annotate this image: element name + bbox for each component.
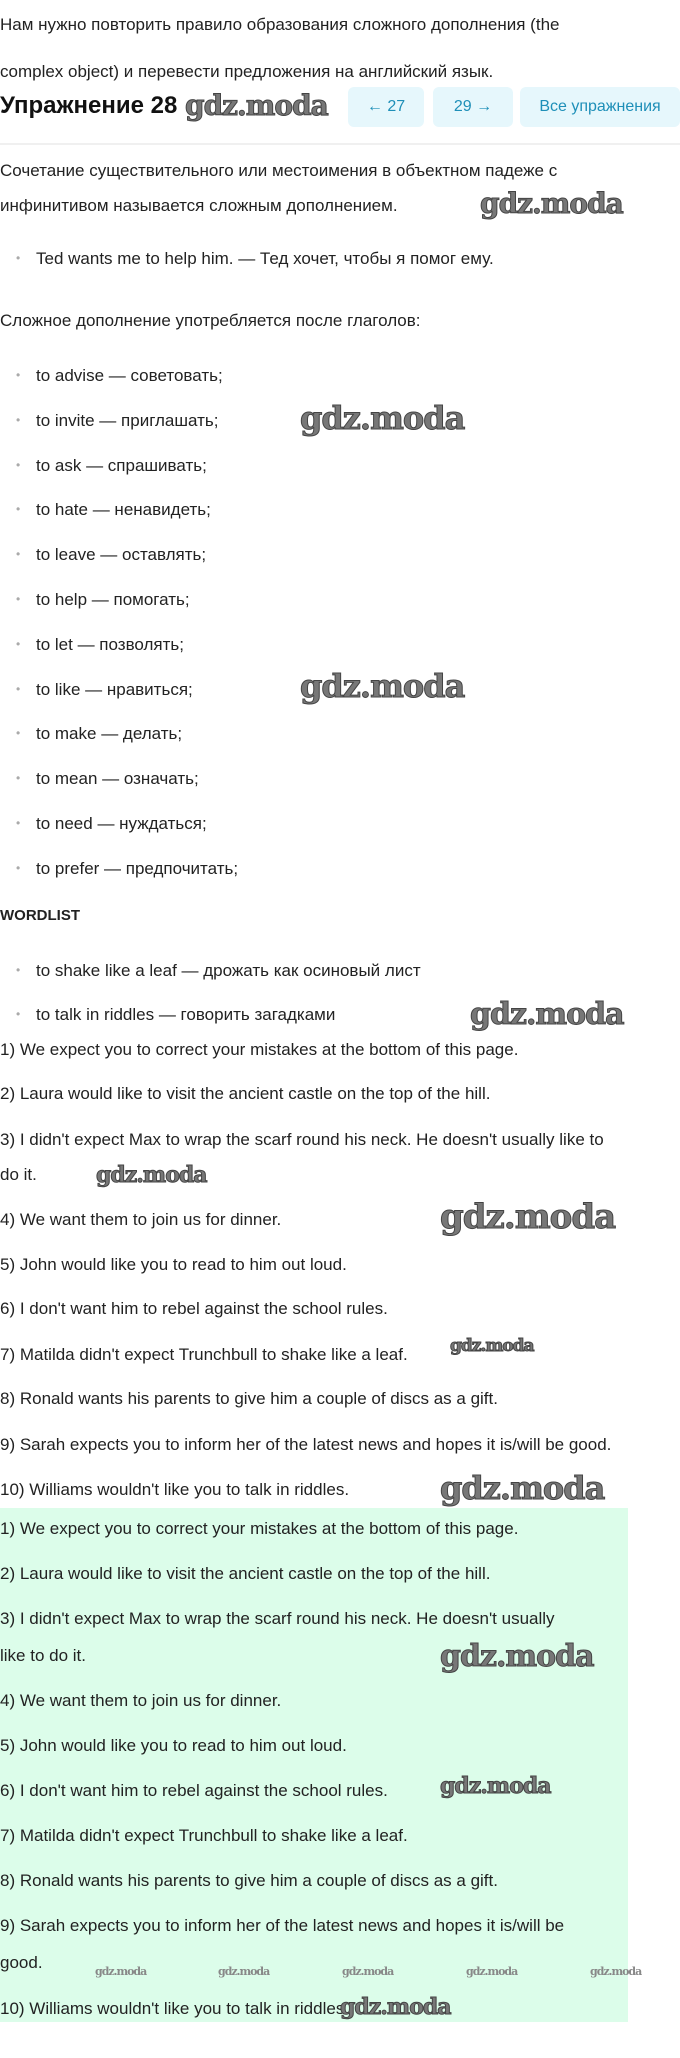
verb-item: • to prefer — предпочитать;: [0, 846, 238, 891]
sentence-line: 1) We expect you to correct your mistakes at the bottom of this page.: [0, 1040, 519, 1059]
intro-line: complex object) и перевести предложения на английский язык.: [0, 62, 494, 81]
answer-line: 1) We expect you to correct your mistakes at the bottom of this page.: [0, 1519, 519, 1538]
verb-item: • to invite — приглашать;: [0, 398, 218, 443]
watermark: gdz.moda: [440, 1469, 605, 1507]
watermark: gdz.moda: [218, 1965, 270, 1978]
answer-line: 7) Matilda didn't expect Trunchbull to shake like a leaf.: [0, 1826, 408, 1845]
verb-item: • to make — делать;: [0, 711, 182, 756]
verb-item: • to like — нравиться;: [0, 667, 193, 712]
divider: [0, 143, 680, 145]
answer-line: 9) Sarah expects you to inform her of the latest news and hopes it is/will be: [0, 1916, 565, 1935]
answer-line: 10) Williams wouldn't like you to talk in riddles.: [0, 1999, 350, 2018]
watermark: gdz.moda: [590, 1965, 642, 1978]
verb-item: • to mean — означать;: [0, 756, 199, 801]
watermark: gdz.moda: [342, 1965, 394, 1978]
sentence-line: 7) Matilda didn't expect Trunchbull to shake like a leaf.: [0, 1345, 408, 1364]
example-item: • Ted wants me to help him. — Тед хочет, чтобы я помог ему.: [0, 236, 494, 281]
answer-line: good.: [0, 1953, 43, 1972]
sentence-line: 8) Ronald wants his parents to give him a couple of discs as a gift.: [0, 1389, 498, 1408]
answer-line: 6) I don't want him to rebel against the school rules.: [0, 1781, 388, 1800]
sentence-line: 10) Williams wouldn't like you to talk in riddles.: [0, 1480, 350, 1499]
sentence-line: 4) We want them to join us for dinner.: [0, 1210, 282, 1229]
watermark: gdz.moda: [96, 1162, 207, 1188]
watermark: gdz.moda: [440, 1773, 551, 1799]
watermark: gdz.moda: [450, 1336, 534, 1356]
watermark: gdz.moda: [300, 667, 465, 705]
watermark: gdz.moda: [300, 399, 465, 437]
wordlist-item: • to shake like a leaf — дрожать как осиновый лист: [0, 948, 421, 993]
watermark: gdz.moda: [440, 1639, 594, 1674]
answer-line: 5) John would like you to read to him out loud.: [0, 1736, 347, 1755]
verb-item: • to help — помогать;: [0, 577, 190, 622]
watermark: gdz.moda: [480, 187, 623, 220]
watermark: gdz.moda: [470, 997, 624, 1032]
rule-line: Сочетание существительного или местоимения в объектном падеже с: [0, 161, 558, 180]
page-title: Упражнение 28: [0, 92, 178, 119]
answer-line: 2) Laura would like to visit the ancient castle on the top of the hill.: [0, 1564, 491, 1583]
sentence-line: 5) John would like you to read to him out loud.: [0, 1255, 347, 1274]
intro-line: Нам нужно повторить правило образования сложного дополнения (the: [0, 15, 560, 34]
verbs-intro: Сложное дополнение употребляется после глаголов:: [0, 311, 421, 330]
answer-line: 8) Ronald wants his parents to give him a couple of discs as a gift.: [0, 1871, 498, 1890]
watermark: gdz.moda: [440, 1197, 616, 1237]
sentence-line: 6) I don't want him to rebel against the school rules.: [0, 1299, 388, 1318]
verb-item: • to ask — спрашивать;: [0, 443, 207, 488]
sentence-line: do it.: [0, 1165, 37, 1184]
verb-item: • to leave — оставлять;: [0, 532, 206, 577]
verb-item: • to let — позволять;: [0, 622, 184, 667]
sentence-line: 2) Laura would like to visit the ancient castle on the top of the hill.: [0, 1084, 491, 1103]
verb-item: • to need — нуждаться;: [0, 801, 207, 846]
watermark: gdz.moda: [466, 1965, 518, 1978]
answer-line: 4) We want them to join us for dinner.: [0, 1691, 282, 1710]
all-exercises-button[interactable]: Все упражнения: [520, 87, 680, 127]
sentence-line: 9) Sarah expects you to inform her of the latest news and hopes it is/will be good.: [0, 1435, 612, 1454]
next-exercise-button[interactable]: 29 →: [433, 87, 513, 127]
verb-item: • to advise — советовать;: [0, 353, 223, 398]
rule-line: инфинитивом называется сложным дополнением.: [0, 196, 398, 215]
watermark: gdz.moda: [185, 89, 328, 122]
watermark: gdz.moda: [95, 1965, 147, 1978]
sentence-line: 3) I didn't expect Max to wrap the scarf round his neck. He doesn't usually like to: [0, 1130, 604, 1149]
answer-line: 3) I didn't expect Max to wrap the scarf round his neck. He doesn't usually: [0, 1609, 555, 1628]
wordlist-title: WORDLIST: [0, 907, 80, 924]
answer-line: like to do it.: [0, 1646, 86, 1665]
prev-exercise-button[interactable]: ← 27: [348, 87, 424, 127]
watermark: gdz.moda: [340, 1994, 451, 2020]
verb-item: • to hate — ненавидеть;: [0, 487, 211, 532]
wordlist-item: • to talk in riddles — говорить загадками: [0, 992, 335, 1037]
